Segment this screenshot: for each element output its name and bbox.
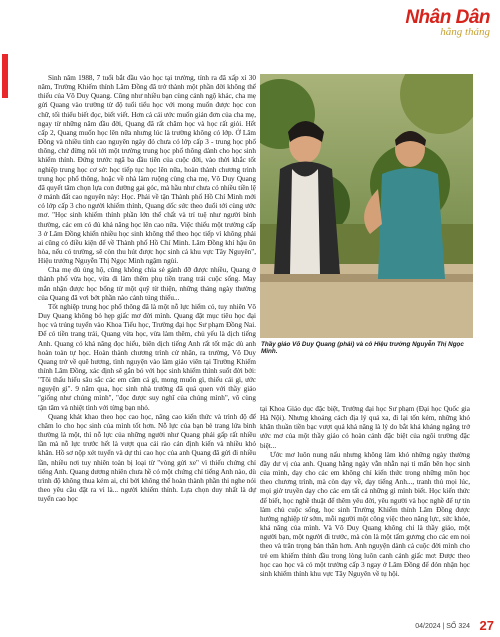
logo-brand: Nhân Dân [405, 7, 490, 28]
article-column-right [260, 405, 470, 579]
paragraph: tại Khoa Giáo dục đặc biệt, Trường đại học Sư phạm (Đại học Quốc gia Hà Nội). Nhưng khoảng cách địa lý quá xa, đi lại tốn kém, những khó khăn thuần tiền bạc vượt quá khả năng là lý do bắt khả kháng ngăng trở ước mơ của một thầy giáo có hoàn cảnh đặc biệt của ngôi trường đặc biệt... [260, 405, 470, 450]
page-footer [0, 607, 500, 637]
paragraph: Ước mơ luôn nung nấu nhưng không làm khó những ngày thường đầy dư vị của anh. Quang hằng ngày vẫn nhẫn nại tỉ mẩn bên học sinh của mình, dạy cho các em không chỉ kiến thức trong những môn học theo chương trình, mà còn dạy về, dạy tiếng Anh..., tranh thủ mọi lúc, mọi giờ truyền dạy cho các em tất cả những gì mình biết. Học kiến thức để biết, học nghề thuật để thêm yêu đời, yêu người và học nghề để tự tin làm chủ cuộc sống, học sinh Trường Khiếm thính Lâm Đồng được hướng nghiệp từ sớm, mỗi người một công việc theo năng lực, sức khỏe, khả năng của mình. Và Võ Duy Quang không chỉ là thầy giáo, một người bạn, một người đi trước, mà còn là một tấm gương cho các em noi theo và trân trọng bản thân hơn. Anh nguyện dành cả cuộc đời mình cho trẻ em khiếm thính đầu trong lòng luôn canh cánh giấc mơ: Được theo học cao học và có một trường cấp 3 ngay ở Lâm Đồng để đón nhận học sinh khiếm thính khu vực Tây Nguyên về tụ hội. [260, 450, 470, 578]
page-number: 27 [479, 618, 494, 633]
paragraph: Sinh năm 1988, 7 tuổi bắt đầu vào học tại trường, tính ra đã xấp xỉ 30 năm, Trường Khiếm thính Lâm Đồng đã trở thành một phần đời không thể thiếu của Võ Duy Quang. Cũng như nhiều bạn cùng cảnh ngộ khác, cha mẹ gửi Quang vào trường từ độ tuổi tiểu học với mong muốn được học con chữ, tối thiểu biết đọc, biết viết. Hơn cả cái ước muốn giản đơn của cha mẹ, ngay từ những năm đầu đời, Quang đã rất chăm học và học rất giỏi. Hết cấp 2, Quang muốn học lên nữa nhưng lúc là trường không có lớp. Ở Lâm Đồng và nhiều tỉnh cao nguyên ngày đó chưa có lớp cấp 3 - trung học phổ thông, chứ đừng nói tới một trường trung học phổ thông dành cho học sinh khiếm thính. Đứng trước ngã ba đầu tiên của cuộc đời, vào thời khắc tốt nghiệp trung học cơ sở: học tiếp tục học lên nữa, hoàn thành chương trình trung học phổ thông, hoặc về nhà làm ruộng cùng cha mẹ, Võ Duy Quang đã quyết tâm chọn lựa con đường gai góc, mà hầu như chưa có nhiều tiền lệ ở mảnh đất cao nguyên này: Học. Phải về tận Thành phố Hồ Chí Minh mới có lớp cấp 3 cho người khiếm thính, Quang dốc sức theo đuổi tới cùng ước mơ. "Học sinh khiếm thính phần lớn thể chất và trí tuệ như người bình thường, các em có đủ khả năng học lên cao nữa. Việc thiếu một trường cấp 3 ở Lâm Đồng khiến nhiều học sinh không thể theo học tiếp vì không phải ai cũng có điều kiện để về Thành phố Hồ Chí Minh. Lâm Đồng khí hậu ôn hòa, nếu có trường, sẽ còn thu hút được học sinh cả khu vực Tây Nguyên", Hiệu trưởng Nguyễn Thị Ngọc Minh ngậm ngùi. [38, 74, 256, 266]
paragraph: Quang khát khao theo học cao học, nâng cao kiến thức và trình độ để chăm lo cho học sinh của mình tốt hơn. Nỗ lực của bạn bè trang lứa bình thường là một, thì nỗ lực của những người như Quang phải gấp rất nhiều lần mà nỗ lực trước hết là vượt qua cái rào cản định kiến và nhiều khó khăn. Hồ sơ nộp xét tuyển và dự thi cao học của anh Quang đã gửi đi nhiều lần, nhiều nơi tuy nhiên toàn bị loại từ "vòng gửi xe" vì thiếu chứng chỉ tiếng Anh. Quang dương nhiên chưa hề có một chứng chỉ tiếng Anh nào, dù trình độ không thua kém ai, chỉ bởi không thể hoàn thành phần thi nghe nói theo yêu cầu đặt ra vì là... người khiếm thính. Lựa chọn duy nhất là dự tuyển cao học [38, 412, 256, 504]
issue-label: 04/2024 | SỐ 324 [415, 623, 470, 630]
paragraph: Cha mẹ dù ủng hộ, cũng không chia sẻ gánh đỡ được nhiều, Quang ở thành phố vừa học, vừa đi làm thêm phụ tiền trang trải cuộc sống. May mắn nhận được học bổng từ một quỹ từ thiện, những tháng ngày thường của Quang đã vơi bớt phần nào cảnh túng thiếu... [38, 266, 256, 302]
red-accent-bar [2, 54, 8, 98]
magazine-logo [405, 8, 490, 38]
article-photo [260, 74, 473, 338]
paragraph: Tốt nghiệp trung học phổ thông đã là một nỗ lực hiếm có, tuy nhiên Võ Duy Quang không bỏ hẹp giấc mơ đời mình. Quang đặt mục tiêu học đại học và trúng tuyển vào Khoa Tiểu học, Trường đại học Sư phạm Đồng Nai. Để có tiền trang trải, Quang vừa học, vừa làm thêm, chủ yếu là dịch tiếng Anh. Quang có khả năng đọc hiểu, biên dịch tiếng Anh rất tốt mặc dù anh hoàn toàn tự học. Hoàn thành chương trình cử nhân, ra trường, Võ Duy Quang trở về quê hương, tình nguyện vào làm giáo viên tại Trường Khiếm thính Lâm Đồng, xác định sẽ gắn bó với học sinh khiếm thính suốt đời bởi: "Tôi thấu hiểu sâu sắc các em câm cả gì, mong muốn gì, thiếu cái gì, ước nguyện gì". 9 năm qua, học sinh nhà trường đã quá quen với thầy giáo "giống như chúng mình", "đọc được suy nghĩ của chúng mình", vô cùng tận tâm và nhiệt tình với từng bạn nhỏ. [38, 302, 256, 412]
photo-caption: Thầy giáo Võ Duy Quang (phải) và cô Hiệu trưởng Nguyễn Thị Ngọc Minh. [261, 341, 464, 355]
article-column-left [38, 74, 256, 504]
logo-sub: hằng tháng [440, 26, 490, 38]
